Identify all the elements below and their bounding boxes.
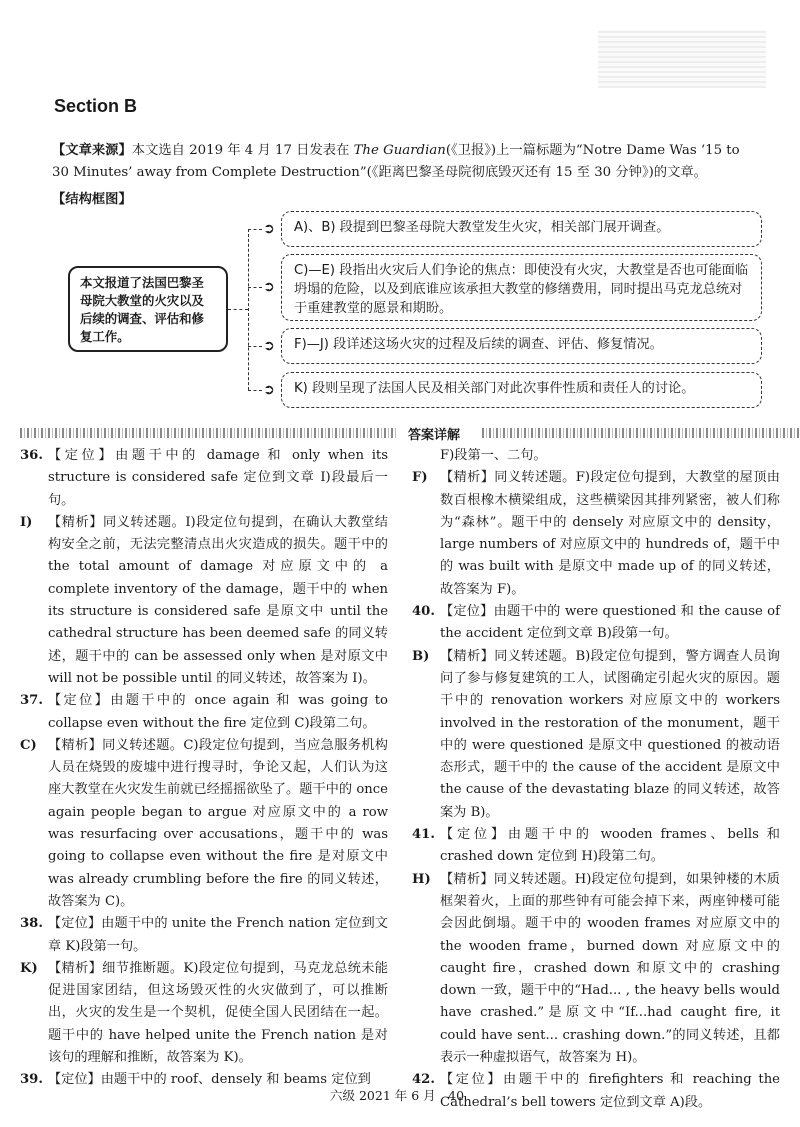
branch-box-3: F)—J) 段详述这场火灾的过程及后续的调查、评估、修复情况。 — [281, 328, 762, 364]
answer-item: 41. 【定位】由题干中的 wooden frames、bells 和 crashed down 定位到 H)段第二句。 — [412, 827, 780, 865]
answer-item: 40. 【定位】由题干中的 were questioned 和 the cause of the accident 定位到文章 B)段第一句。 — [412, 604, 780, 642]
right-column — [412, 445, 780, 1114]
source-journal: The Guardian — [353, 143, 446, 158]
scan-artifact — [598, 30, 766, 88]
connector — [248, 346, 262, 347]
answer-item: B) 【精析】同义转述题。B)段定位句提到，警方调查人员询问了参与修复建筑的工人，试图确定引起火灾的原因。题干中的 renovation workers 对应原文中的 workers involved in the restoration of the monument，题干中的 were questioned 是原文中 questioned 的被动语态形式，题干中的 the cause of the accident 是原文中 the cause of the devastating blaze 的同义转述，故答案为 B)。 — [412, 648, 780, 820]
summary-box: 本文报道了法国巴黎圣母院大教堂的火灾以及后续的调查、评估和修复工作。 — [68, 266, 228, 352]
arrow-icon: ➲ — [263, 279, 275, 295]
page-footer: 六级 2021 年 6 月 40 — [330, 1088, 465, 1103]
branch-box-1: A)、B) 段提到巴黎圣母院大教堂发生火灾，相关部门展开调查。 — [281, 211, 762, 247]
decorative-bar — [20, 428, 396, 438]
source-text-2: (《卫报》)上一篇标题为“Notre Dame Was ‘15 to 30 Minutes’ away from Complete Destruction”(《距离巴黎圣母院彻底毁灭还有 15 至 30 分钟》)的文章。 — [52, 143, 740, 180]
answer-item: C) 【精析】同义转述题。C)段定位句提到，当应急服务机构人员在烧毁的废墟中进行搜寻时，争论又起，人们认为这座大教堂在火灾发生前就已经摇摇欲坠了。题干中的 once again people began to argue 对应原文中的 a row was resurfacing over accusations，题干中的 was going to collapse even without the fire 是对原文中 was already crumbling before the fire 的同义转述，故答案为 C)。 — [20, 737, 388, 909]
connector-stem — [248, 229, 249, 390]
article-source — [52, 140, 752, 184]
answer-item: I) 【精析】同义转述题。I)段定位句提到，在确认大教堂结构安全之前，无法完整清点出火灾造成的损失。题干中的 the total amount of damage 对应原文中的 a complete inventory of the damage，题干中的 when its structure is considered safe 是原文中 until the cathedral structure has been deemed safe 的同义转述，题干中的 can be assessed only when 是对原文中 will not be possible until 的同义转述，故答案为 I)。 — [20, 514, 388, 686]
connector — [248, 390, 262, 391]
connector — [228, 309, 248, 310]
source-text-1: 本文选自 2019 年 4 月 17 日发表在 — [131, 143, 354, 158]
decorative-bar — [482, 428, 800, 438]
arrow-icon: ➲ — [263, 382, 275, 398]
branch-box-4: K) 段则呈现了法国人民及相关部门对此次事件性质和责任人的讨论。 — [281, 372, 762, 408]
answer-item: F) 【精析】同义转述题。F)段定位句提到，大教堂的屋顶由数百根橡木横梁组成，这些横梁因其排列紧密，被人们称为“森林”。题干中的 densely 对应原文中的 density，large numbers of 对应原文中的 hundreds of，题干中的 was built with 是原文中 made up of 的同义转述，故答案为 F)。 — [412, 470, 780, 597]
arrow-icon: ➲ — [263, 338, 275, 354]
answer-header — [20, 425, 800, 441]
left-column — [20, 445, 388, 1092]
answer-item: 37. 【定位】由题干中的 once again 和 was going to collapse even without the fire 定位到 C)段第二句。 — [20, 693, 388, 731]
answer-item: K) 【精析】细节推断题。K)段定位句提到，马克龙总统未能促进国家团结，但这场毁灭性的火灾做到了，可以推断出，火灾的发生是一个契机，促使全国人民团结在一起。题干中的 have helped unite the French nation 是对该句的理解和推断，故答案为 K)。 — [20, 960, 388, 1066]
answer-item: F)段第一、二句。 — [440, 448, 547, 463]
answer-title: 答案详解 — [402, 424, 466, 443]
source-label: 【文章来源】 — [52, 143, 132, 158]
answer-item: 39. 【定位】由题干中的 roof、densely 和 beams 定位到 — [20, 1072, 371, 1088]
answer-item: H) 【精析】同义转述题。H)段定位句提到，如果钟楼的木质框架着火，上面的那些钟有可能会掉下来，两座钟楼可能会因此倒塌。题干中的 wooden frames 对应原文中的 the wooden frame，burned down 对应原文中的 caught fire，crashed down 和原文中的 crashing down 一致，题干中的“Had... , the heavy bells would have crashed.”是原文中“If...had caught fire, it could have sent... crashing down.”的同义转述，且都表示一种虚拟语气，故答案为 H)。 — [412, 871, 780, 1066]
connector — [248, 229, 262, 230]
answer-item: 36. 【定位】由题干中的 damage 和 only when its structure is considered safe 定位到文章 I)段最后一句。 — [20, 448, 388, 508]
answer-item: 42. 【定位】由题干中的 firefighters 和 reaching the Cathedral’s bell towers 定位到文章 A)段。 — [412, 1072, 780, 1110]
connector — [248, 287, 262, 288]
branch-box-2: C)—E) 段指出火灾后人们争论的焦点：即使没有火灾，大教堂是否也可能面临坍塌的危险，以及到底谁应该承担大教堂的修缮费用，同时提出马克龙总统对于重建教堂的愿景和期盼。 — [281, 254, 762, 321]
arrow-icon: ➲ — [263, 221, 275, 237]
structure-frame-label: 【结构框图】 — [52, 192, 132, 207]
section-title: Section B — [54, 96, 138, 116]
answer-item: 38. 【定位】由题干中的 unite the French nation 定位到文章 K)段第一句。 — [20, 916, 388, 954]
